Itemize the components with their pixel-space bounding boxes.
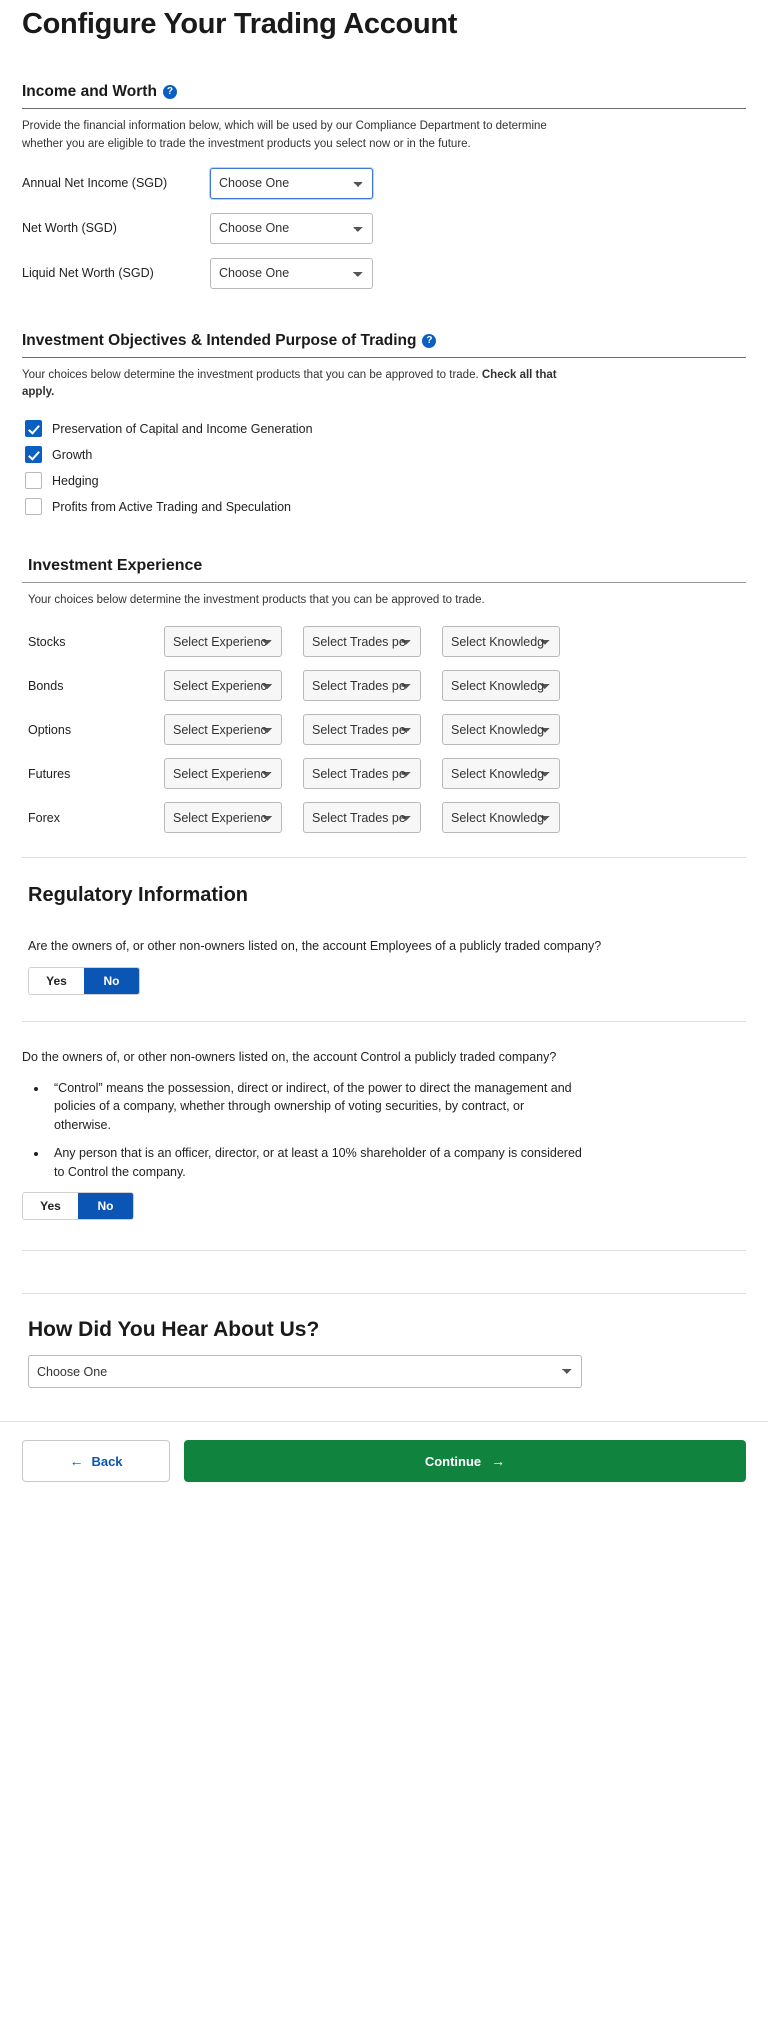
arrow-left-icon: ← — [69, 1453, 84, 1470]
objectives-section — [22, 332, 746, 516]
continue-button-label: Continue — [424, 1453, 482, 1469]
bonds-trades-select[interactable] — [303, 670, 421, 701]
income-section-header — [22, 83, 746, 109]
experience-section-note: Your choices below determine the investment products that you can be approved to trade. — [28, 594, 485, 607]
experience-row-label: Options — [28, 722, 72, 737]
regulatory-question-1: Are the owners of, or other non-owners listed on, the account Employees of a publicly traded company? — [28, 939, 602, 954]
checkbox-hedging[interactable] — [22, 472, 746, 489]
stocks-years-select[interactable] — [164, 626, 282, 657]
options-knowledge-select[interactable] — [442, 714, 560, 745]
options-years-select[interactable] — [164, 714, 282, 745]
regulatory-divider — [22, 1021, 746, 1022]
bonds-knowledge-select[interactable] — [442, 670, 560, 701]
section-divider — [22, 857, 746, 858]
hear-divider — [22, 1293, 746, 1294]
experience-row-options — [22, 714, 746, 745]
hear-about-us-select[interactable] — [28, 1355, 582, 1388]
futures-knowledge-select[interactable] — [442, 758, 560, 789]
futures-trades-select[interactable] — [303, 758, 421, 789]
bullet-item: • “Control” means the possession, direct or indirect, of the power to direct the management and policies of a company, whether through ownership of voting securities, by contract, or otherwise. — [48, 1079, 582, 1135]
regulatory-q2-toggle[interactable] — [22, 1192, 134, 1220]
arrow-right-icon: → — [491, 1453, 506, 1470]
experience-grid — [22, 626, 746, 833]
checkbox-label: Preservation of Capital and Income Generation — [52, 421, 313, 436]
bonds-years-select[interactable] — [164, 670, 282, 701]
forex-trades-select[interactable] — [303, 802, 421, 833]
experience-heading-label: Investment Experience — [28, 557, 203, 575]
objectives-section-note — [22, 367, 567, 403]
help-icon[interactable]: ? — [422, 334, 436, 348]
regulatory-q1-no[interactable]: No — [84, 968, 139, 994]
objectives-note-main: Your choices below determine the investment products that you can be approved to trade. — [22, 368, 482, 381]
options-trades-select[interactable] — [303, 714, 421, 745]
income-section — [22, 83, 746, 289]
checkbox-icon[interactable] — [25, 472, 42, 489]
net-worth-select[interactable] — [210, 213, 373, 244]
annual-net-income-row — [22, 168, 746, 199]
bullet-item: • Any person that is an officer, director, or at least a 10% shareholder of a company is considered to Control the company. — [48, 1144, 582, 1182]
experience-row-label: Bonds — [28, 678, 64, 693]
back-button-label: Back — [91, 1453, 123, 1469]
liquid-net-worth-row — [22, 258, 746, 289]
experience-row-label: Forex — [28, 810, 60, 825]
regulatory-q1-yes[interactable]: Yes — [29, 968, 84, 994]
objectives-section-header — [22, 332, 746, 358]
income-heading-label: Income and Worth — [22, 83, 157, 100]
forex-knowledge-select[interactable] — [442, 802, 560, 833]
continue-button[interactable] — [184, 1440, 746, 1482]
hear-about-us-title: How Did You Hear About Us? — [28, 1318, 320, 1342]
liquid-net-worth-label: Liquid Net Worth (SGD) — [22, 266, 154, 281]
forex-years-select[interactable] — [164, 802, 282, 833]
checkbox-growth[interactable] — [22, 446, 746, 463]
regulatory-title: Regulatory Information — [28, 884, 249, 907]
checkbox-label: Growth — [52, 447, 93, 462]
futures-years-select[interactable] — [164, 758, 282, 789]
regulatory-question-2: Do the owners of, or other non-owners listed on, the account Control a publicly traded company? — [22, 1049, 557, 1064]
net-worth-row — [22, 213, 746, 244]
spacer — [0, 1251, 768, 1293]
checkbox-preservation-of-capital[interactable] — [22, 420, 746, 437]
hear-about-us-section — [0, 1318, 768, 1388]
objectives-note-bold: Check all that apply. — [22, 368, 557, 399]
experience-row-label: Futures — [28, 766, 71, 781]
regulatory-q2-bullets — [22, 1079, 582, 1182]
form-body — [0, 83, 768, 833]
experience-row-label: Stocks — [28, 634, 66, 649]
annual-net-income-label: Annual Net Income (SGD) — [22, 176, 168, 191]
experience-section — [22, 557, 746, 833]
income-section-note: Provide the financial information below, which will be used by our Compliance Department to determine whether you are eligible to trade the investment products you select now or in the future. — [22, 120, 547, 150]
checkbox-label: Profits from Active Trading and Speculation — [52, 499, 292, 514]
regulatory-question-2-block — [0, 1048, 768, 1221]
regulatory-q2-no[interactable]: No — [78, 1193, 133, 1219]
regulatory-section — [0, 884, 768, 995]
objectives-heading-label: Investment Objectives & Intended Purpose of Trading — [22, 331, 417, 349]
annual-net-income-select[interactable] — [210, 168, 373, 199]
form-footer — [0, 1421, 768, 1502]
checkbox-icon[interactable] — [25, 446, 42, 463]
checkbox-icon[interactable] — [25, 420, 42, 437]
stocks-trades-select[interactable] — [303, 626, 421, 657]
experience-section-header — [22, 557, 746, 583]
objectives-checkbox-list — [22, 420, 746, 515]
experience-row-bonds — [22, 670, 746, 701]
checkbox-profits-active-trading[interactable] — [22, 498, 746, 515]
checkbox-icon[interactable] — [25, 498, 42, 515]
liquid-net-worth-select[interactable] — [210, 258, 373, 289]
experience-row-forex — [22, 802, 746, 833]
help-icon[interactable]: ? — [163, 85, 177, 99]
back-button[interactable] — [22, 1440, 170, 1482]
net-worth-label: Net Worth (SGD) — [22, 221, 117, 236]
page-title: Configure Your Trading Account — [22, 8, 458, 40]
experience-row-stocks — [22, 626, 746, 657]
checkbox-label: Hedging — [52, 473, 99, 488]
experience-row-futures — [22, 758, 746, 789]
stocks-knowledge-select[interactable] — [442, 626, 560, 657]
regulatory-q2-yes[interactable]: Yes — [23, 1193, 78, 1219]
regulatory-q1-toggle[interactable] — [28, 967, 140, 995]
